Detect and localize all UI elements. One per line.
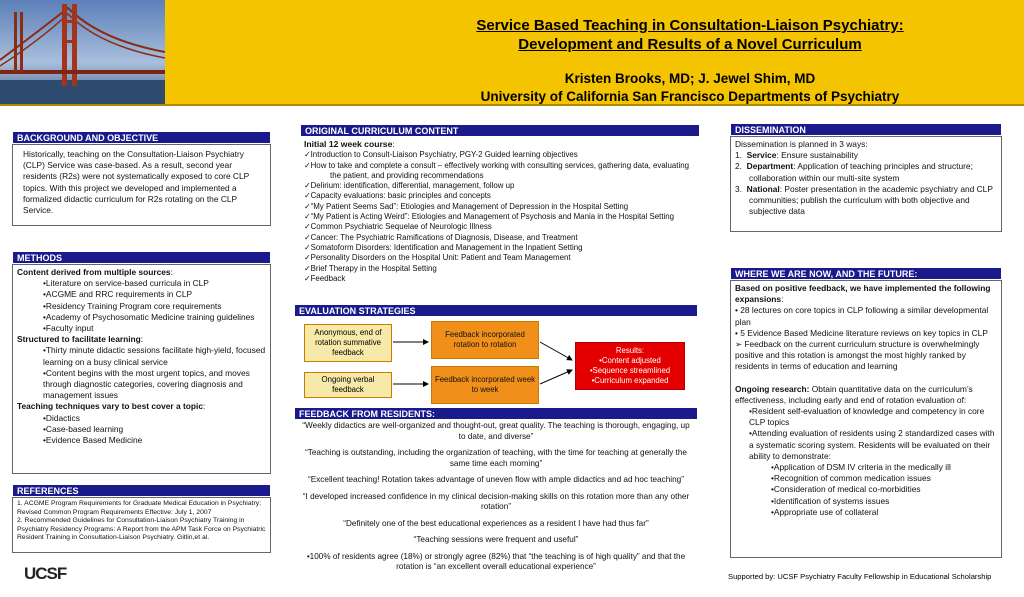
supported-by-text: Supported by: UCSF Psychiatry Faculty Fellowship in Educational Scholarship <box>728 572 992 581</box>
feedback-quote: “Definitely one of the best educational experiences as a resident I have had thus far” <box>343 518 649 528</box>
curriculum-item: ✓Delirium: identification, differential, management, follow up <box>304 181 515 191</box>
methods-body: Content derived from multiple sources: •Literature on service-based curricula in CLP •ACGME and RRC requirements in CLP •Residency Training Program core requirements •Academy of Psychosomatic Medicine training guidelines •Faculty input Structured to facilitate learning: •Thirty minute didactic sessions facilitate high-yield, focused learning on a busy clinical service •Content begins with the most urgent topics, and moves through diagnostic categories, covering diagnosis and management issues Teaching techniques vary to best cover a topic: •Didactics •Case-based learning •Evidence Based Medicine <box>12 264 271 474</box>
poster-title <box>340 16 1024 54</box>
curriculum-item: ✓How to take and complete a consult – effectively working with consulting services, gathering data, evaluating the patient, and providing recommendations <box>304 160 689 180</box>
dissemination-item-label: Service <box>746 150 777 161</box>
future-panel <box>730 267 1002 558</box>
future-item: • 28 lectures on core topics in CLP following a similar developmental plan <box>735 305 989 327</box>
results-item: •Content adjusted <box>599 356 661 365</box>
evaluation-panel <box>294 304 698 404</box>
references-heading: REFERENCES <box>12 484 271 497</box>
curriculum-heading: ORIGINAL CURRICULUM CONTENT <box>300 124 700 137</box>
future-item: • 5 Evidence Based Medicine literature reviews on key topics in CLP <box>735 327 988 338</box>
dissemination-item-num: 1. <box>735 150 742 161</box>
references-body <box>12 497 271 553</box>
feedback-body <box>294 420 698 580</box>
methods-heading: METHODS <box>12 251 271 264</box>
poster-authors-block <box>340 70 1024 106</box>
reference-item: 2. Recommended Guidelines for Consultation-Liaison Psychiatry Training in Psychiatry Residency Programs: A Report from the APM Task Force on Psychiatric Resident Training in Consultation-Liaison Psychiatry. Gitlin,et al. <box>17 517 266 542</box>
poster-title-line2: Development and Results of a Novel Curriculum <box>518 36 862 53</box>
arrow-weekly-to-results <box>540 370 572 384</box>
dissemination-item-num: 3. <box>735 183 742 194</box>
curriculum-item: ✓“My Patient Seems Sad”: Etiologies and Management of Depression in the Hospital Setting <box>304 201 629 211</box>
methods-structure-item: •Thirty minute didactic sessions facilitate high-yield, focused learning on a busy clinical service <box>43 345 266 367</box>
poster-authors: Kristen Brooks, MD; J. Jewel Shim, MD <box>564 71 816 86</box>
poster-title-line1: Service Based Teaching in Consultation-Liaison Psychiatry: <box>476 17 904 34</box>
curriculum-body: Initial 12 week course: ✓Introduction to Consult-Liaison Psychiatry, PGY-2 Guided learning objectives ✓How to take and complete a consult – effectively working with consulting services, gathering data, evaluating the patient, and providing recommendations ✓Delirium: identification, differential, management, follow up ✓Capacity evaluations: basic principles and concepts ✓“My Patient Seems Sad”: Etiologies and Management of Depression in the Hospital Setting ✓“My Patient is Acting Weird”: Etiologies and Management of Psychosis and Mania in the Hospital Setting ✓Common Psychiatric Sequelae of Neurologic Illness ✓Cancer: The Psychiatric Ramifications of Diagnosis, Disease, and Treatment ✓Somatoform Disorders: Identification and Management in the Inpatient Setting ✓Personality Disorders on the Hospital Unit: Patient and Team Management ✓Brief Therapy in the Hospital Setting ✓Feedback <box>300 137 699 286</box>
future-body: Based on positive feedback, we have implemented the following expansions: • 28 lectures on core topics in CLP following a similar developmental plan • 5 Evidence Based Medicine literature reviews on key topics in CLP ➢ Feedback on the current curriculum structure is overwhelmingly positive and this rotation is amongst the most highly ranked by residents in terms of education and learning Ongoing research: Obtain quantitative data on the curriculum’s effectiveness, including early and end of rotation evaluation of: •Resident self-evaluation of knowledge and competency in core CLP topics •Attending evaluation of residents using 2 standardized cases with a systematic scoring system. Residents will be evaluated on their ability to demonstrate: •Application of DSM IV criteria in the medically ill •Recognition of common medication issues •Consideration of medical co-morbidities •Identification of systems issues •Appropriate use of collateral <box>730 280 1002 558</box>
references-panel <box>12 484 271 553</box>
feedback-heading: FEEDBACK FROM RESIDENTS: <box>294 407 698 420</box>
curriculum-item: ✓Feedback <box>304 273 346 283</box>
curriculum-item: ✓Cancer: The Psychiatric Ramifications of Diagnosis, Disease, and Treatment <box>304 232 578 242</box>
curriculum-item: ✓Capacity evaluations: basic principles and concepts <box>304 191 491 201</box>
flow-verbal-feedback: Ongoing verbal feedback <box>304 372 392 398</box>
future-sub-item: •Recognition of common medication issues <box>771 473 931 484</box>
poster-affiliation: University of California San Francisco Departments of Psychiatry <box>480 89 900 104</box>
poster-header <box>0 0 1024 104</box>
dissemination-item-text: : Application of teaching principles and structure; collaboration within our multi-site system <box>749 161 973 183</box>
future-heading: WHERE WE ARE NOW, AND THE FUTURE: <box>730 267 1002 280</box>
methods-content-title: Content derived from multiple sources <box>17 267 171 277</box>
results-item: •Sequence streamlined <box>589 366 671 375</box>
future-ongoing-label: Ongoing research: <box>735 383 810 394</box>
background-body <box>12 144 271 226</box>
feedback-quote: “Teaching is outstanding, including the organization of teaching, with the time for teaching at generally the same time each morning” <box>305 448 687 468</box>
curriculum-item: ✓Somatoform Disorders: Identification and Management in the Inpatient Setting <box>304 242 583 252</box>
flow-summative-feedback: Anonymous, end of rotation summative feedback <box>304 324 392 362</box>
feedback-summary: •100% of residents agree (18%) or strongly agree (82%) that “the teaching is of high quality” and that the rotation is “an excellent overall educational experience” <box>306 551 686 571</box>
dissemination-panel <box>730 123 1002 232</box>
feedback-quote: “I developed increased confidence in my clinical decision-making skills on this rotation more than any other rotation” <box>302 491 690 511</box>
feedback-quote: “Weekly didactics are well-organized and thought-out, great quality. The teaching is thorough, engaging, up to date, and diverse” <box>302 421 690 441</box>
flow-weekly-feedback: Feedback incorporated week to week <box>431 366 539 404</box>
curriculum-item: ✓Introduction to Consult-Liaison Psychiatry, PGY-2 Guided learning objectives <box>304 150 578 160</box>
curriculum-panel <box>300 124 699 286</box>
future-item: ➢ Feedback on the current curriculum structure is overwhelmingly positive and this rotation is amongst the most highly ranked by residents in terms of education and learning <box>735 339 980 372</box>
methods-content-item: •Faculty input <box>43 323 94 334</box>
dissemination-item-text: : Poster presentation in the academic psychiatry and CLP communities; publish the curriculum with both objective and subjective data <box>749 183 993 217</box>
golden-gate-bridge-image <box>0 0 165 104</box>
results-title: Results: <box>615 346 645 355</box>
dissemination-item-text: : Ensure sustainability <box>776 150 858 161</box>
results-item: •Curriculum expanded <box>591 376 669 385</box>
future-sub-item: •Consideration of medical co-morbidities <box>771 484 921 495</box>
curriculum-intro: Initial 12 week course <box>304 139 393 149</box>
curriculum-item: ✓Common Psychiatric Sequelae of Neurologic Illness <box>304 222 492 232</box>
dissemination-item-label: National <box>746 183 780 194</box>
methods-technique-item: •Evidence Based Medicine <box>43 435 143 446</box>
background-text: Historically, teaching on the Consultation-Liaison Psychiatry (CLP) Service was case-based. As a result, second year residents (R2s) were not systematically exposed to core CLP topics. With this project we developed and implemented a formalized didactic curriculum for R2s rotating on the CLP Service. <box>23 149 250 216</box>
feedback-quote: “Excellent teaching! Rotation takes advantage of uneven flow with ample didactics and ad hoc teaching” <box>308 475 684 484</box>
curriculum-item: ✓“My Patient is Acting Weird”: Etiologies and Management of Psychosis and Mania in the Hospital Setting <box>304 212 675 222</box>
dissemination-item-label: Department <box>746 161 794 172</box>
future-sub-item: •Identification of systems issues <box>771 495 890 506</box>
header-divider <box>0 104 1024 106</box>
dissemination-heading: DISSEMINATION <box>730 123 1002 136</box>
methods-content-item: •ACGME and RRC requirements in CLP <box>43 289 193 300</box>
methods-techniques-title: Teaching techniques vary to best cover a topic <box>17 401 204 412</box>
future-sub-item: •Appropriate use of collateral <box>771 506 879 517</box>
future-lead-item: •Attending evaluation of residents using 2 standardized cases with a systematic scoring system. Residents will be evaluated on their ability to demonstrate: <box>749 428 995 461</box>
methods-content-item: •Literature on service-based curricula in CLP <box>43 278 209 289</box>
flow-results <box>575 342 685 390</box>
methods-content-item: •Academy of Psychosomatic Medicine training guidelines <box>43 311 255 322</box>
methods-technique-item: •Case-based learning <box>43 423 124 434</box>
dissemination-item-num: 2. <box>735 161 742 172</box>
feedback-quote: “Teaching sessions were frequent and useful” <box>413 535 579 544</box>
dissemination-body <box>730 136 1002 232</box>
methods-structure-title: Structured to facilitate learning <box>17 334 141 345</box>
curriculum-item: ✓Brief Therapy in the Hospital Setting <box>304 263 437 273</box>
ucsf-logo: UCSF <box>24 564 67 583</box>
methods-technique-item: •Didactics <box>43 412 80 423</box>
dissemination-item <box>735 150 997 161</box>
dissemination-item <box>735 184 997 218</box>
background-heading: BACKGROUND AND OBJECTIVE <box>12 131 271 144</box>
methods-structure-item: •Content begins with the most urgent topics, and moves through diagnostic categories, covering diagnosis and management issues <box>43 367 250 401</box>
flow-rotation-feedback: Feedback incorporated rotation to rotation <box>431 321 539 359</box>
future-lead-item: •Application of DSM IV criteria in the medically ill <box>771 462 951 473</box>
evaluation-heading: EVALUATION STRATEGIES <box>294 304 698 317</box>
curriculum-item: ✓Personality Disorders on the Hospital Unit: Patient and Team Management <box>304 253 571 263</box>
background-panel <box>12 131 271 226</box>
feedback-panel <box>294 407 698 580</box>
arrow-rotation-to-results <box>540 342 572 360</box>
future-sub-item: •Resident self-evaluation of knowledge and competency in core CLP topics <box>749 406 985 428</box>
future-ongoing-text: Obtain quantitative data on the curriculum’s effectiveness, including early and end of rotation evaluation of: <box>735 383 973 405</box>
dissemination-intro: Dissemination is planned in 3 ways: <box>735 139 868 149</box>
reference-item: 1. ACGME Program Requirements for Graduate Medical Education in Psychiatry; Revised Common Program Requirements Effective: July 1, 2007 <box>17 500 262 516</box>
future-lead: Based on positive feedback, we have implemented the following expansions <box>735 283 991 305</box>
dissemination-item <box>735 161 997 183</box>
methods-content-item: •Residency Training Program core requirements <box>43 300 222 311</box>
methods-panel <box>12 251 271 474</box>
